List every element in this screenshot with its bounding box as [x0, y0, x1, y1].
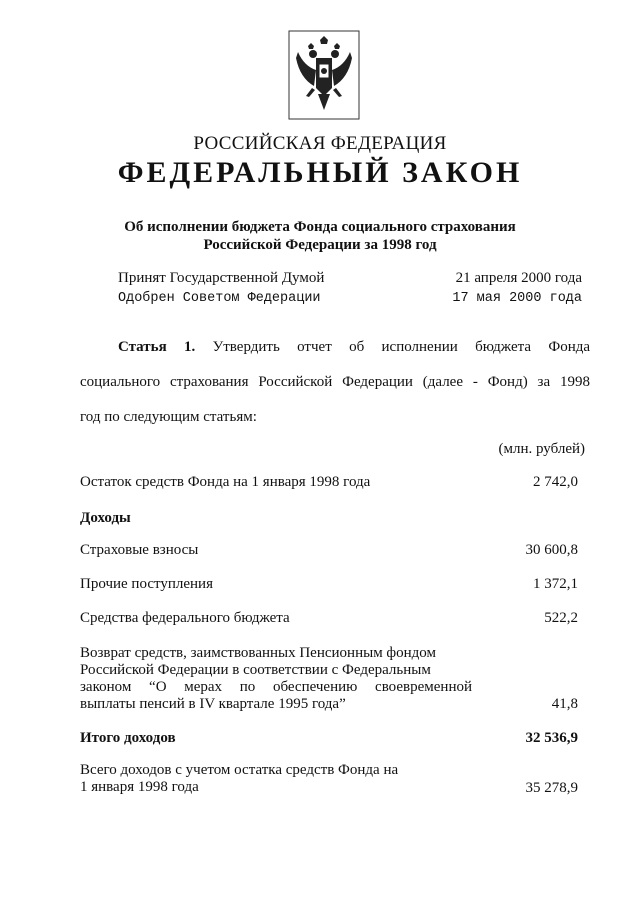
law-title: [0, 218, 640, 254]
article-line-1: [118, 339, 590, 359]
income-value: 1 372,1: [533, 576, 578, 592]
balance-value: 2 742,0: [533, 474, 578, 490]
double-headed-eagle-icon: [288, 30, 360, 120]
total-income-label: Итого доходов: [80, 730, 176, 746]
loan-return-line: Возврат средств, заимствованных Пенсионным фондом: [80, 645, 437, 661]
law-title-line-2: Российской Федерации за 1998 год: [203, 237, 437, 253]
loan-return-line: Российской Федерации в соответствии с Федеральным: [80, 662, 431, 678]
article-text-1: Утвердить отчет об исполнении бюджета Фонда: [212, 339, 591, 355]
duma-date: 21 апреля 2000 года: [455, 270, 582, 286]
income-label: Страховые взносы: [80, 542, 199, 558]
document-type-heading: ФЕДЕРАЛЬНЫЙ ЗАКОН: [117, 156, 523, 189]
income-heading: Доходы: [80, 510, 131, 526]
law-title-line-1: Об исполнении бюджета Фонда социального страхования: [124, 219, 516, 235]
loan-return-value: 41,8: [551, 696, 578, 712]
income-label: Прочие поступления: [80, 576, 213, 592]
income-label: Средства федерального бюджета: [80, 610, 290, 626]
units-label: (млн. рублей): [498, 441, 585, 457]
adoption-duma-row: [118, 270, 582, 290]
adoption-council-row: [118, 291, 582, 311]
balance-label: Остаток средств Фонда на 1 января 1998 года: [80, 474, 371, 490]
grand-total-text: [80, 762, 500, 796]
income-value: 30 600,8: [525, 542, 578, 558]
duma-label: Принят Государственной Думой: [118, 270, 325, 286]
article-label: Статья 1.: [118, 339, 196, 355]
article-line-2: социального страхования Российской Федерации (далее - Фонд) за 1998: [80, 374, 590, 390]
grand-total-line-2: 1 января 1998 года: [80, 779, 199, 795]
council-label: Одобрен Советом Федерации: [118, 291, 321, 306]
article-line-3: год по следующим статьям:: [80, 409, 257, 425]
council-date: 17 мая 2000 года: [452, 291, 582, 306]
total-income-value: 32 536,9: [525, 730, 578, 746]
income-value: 522,2: [544, 610, 578, 626]
loan-return-text: [80, 645, 472, 713]
grand-total-value: 35 278,9: [525, 780, 578, 796]
loan-return-line: выплаты пенсий в IV квартале 1995 года”: [80, 696, 346, 712]
grand-total-line-1: Всего доходов с учетом остатка средств Фонда на: [80, 762, 399, 778]
country-heading: РОССИЙСКАЯ ФЕДЕРАЦИЯ: [193, 133, 447, 154]
loan-return-line: законом “О мерах по обеспечению своевременной: [80, 679, 472, 695]
